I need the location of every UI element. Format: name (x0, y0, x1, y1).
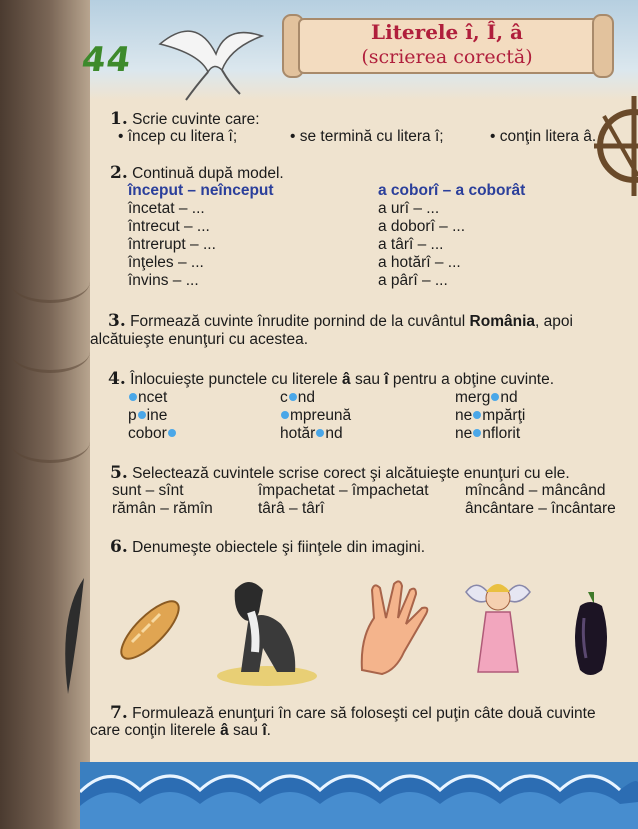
fill-word: ne mpărţi (455, 407, 526, 424)
angel-icon (458, 568, 538, 680)
exercise-7-text: care conţin literele (90, 722, 216, 739)
fill-word: hotăr nd (280, 425, 343, 442)
fill-word: p ine (128, 407, 168, 424)
exercise-3-line1 (108, 312, 573, 331)
word-pair: târâ – târî (258, 500, 325, 517)
exercise-1-bullet: • conţin litera â. (490, 128, 597, 145)
rope-decoration (10, 260, 90, 303)
ship-wheel-icon (590, 86, 638, 206)
exercise-1-instruction (110, 110, 260, 129)
exercise-7-letter: â (220, 722, 229, 739)
fill-word: merg nd (455, 389, 518, 406)
exercise-1-bullet: • încep cu litera î; (118, 128, 238, 145)
exercise-6-text: Denumeşte obiectele şi fiinţele din imagini. (132, 539, 425, 556)
blank-dot (289, 393, 297, 401)
exercise-1-bullet: • se termină cu litera î; (290, 128, 444, 145)
exercise-6-instruction (110, 538, 425, 557)
title-scroll (282, 12, 612, 76)
exercise-4-number: 4. (108, 369, 126, 389)
fill-word: ncet (128, 389, 167, 407)
exercise-2-item: înţeles – ... (128, 254, 204, 271)
waves-icon (80, 762, 638, 829)
exercise-2-text: Continuă după model. (132, 165, 284, 182)
exercise-2-model-right: a coborî – a coborât (378, 182, 526, 199)
page-subtitle: (scrierea corectă) (361, 46, 533, 68)
word-pair: mîncând – mâncând (465, 482, 606, 499)
exercise-2-item: a târî – ... (378, 236, 444, 253)
exercise-4-letter: î (384, 371, 389, 388)
fill-word: ne nflorit (455, 425, 521, 442)
exercise-7-line2 (90, 722, 271, 740)
exercise-2-item: încetat – ... (128, 200, 205, 217)
blank-dot (138, 411, 146, 419)
exercise-2-item: întrecut – ... (128, 218, 210, 235)
exercise-4-instruction (108, 370, 554, 389)
exercise-2-number: 2. (110, 163, 128, 183)
exercise-3-text-after: , apoi (535, 313, 573, 330)
sea-waves (80, 762, 638, 829)
hand-icon (352, 578, 438, 676)
exercise-3-line2: alcătuieşte enunţuri cu acestea. (90, 331, 308, 348)
exercise-1-number: 1. (110, 109, 128, 129)
exercise-2-item: învins – ... (128, 272, 199, 289)
fill-word: cobor (128, 425, 177, 443)
page-title: Literele î, Î, â (371, 20, 523, 44)
blank-dot (473, 429, 481, 437)
exercise-7-text: Formulează enunţuri în care să foloseşti cel puţin câte două cuvinte (132, 705, 596, 722)
exercise-3-number: 3. (108, 311, 126, 331)
exercise-4-letter: â (342, 371, 351, 388)
bread-icon (110, 590, 190, 670)
exercise-7-line1 (110, 704, 596, 723)
fill-word: mpreună (280, 407, 351, 425)
exercise-7-letter: î (262, 722, 267, 739)
exercise-2-item: a hotărî – ... (378, 254, 461, 271)
blank-dot (281, 411, 289, 419)
lesson-number: 44 (79, 40, 135, 80)
exercise-5-number: 5. (110, 463, 128, 483)
word-pair: împachetat – împachetat (258, 482, 429, 499)
exercise-2-item: a doborî – ... (378, 218, 466, 235)
exercise-4-text: Înlocuieşte punctele cu literele (130, 371, 338, 388)
exercise-2-item: a urî – ... (378, 200, 440, 217)
exercise-4-text: sau (354, 371, 380, 388)
fill-word: c nd (280, 389, 315, 406)
exercise-7-text: sau (233, 722, 259, 739)
left-decoration (0, 0, 90, 829)
exercise-2-model-left: început – neînceput (128, 182, 274, 199)
exercise-7-number: 7. (110, 703, 128, 723)
blank-dot (168, 429, 176, 437)
exercise-5-instruction (110, 464, 570, 483)
exercise-1-text: Scrie cuvinte care: (132, 111, 260, 128)
eggplant-icon (568, 588, 614, 680)
seagull-icon (156, 14, 266, 104)
exercise-3-keyword: România (469, 313, 536, 330)
exercise-3-text: Formează cuvinte înrudite pornind de la cuvântul (130, 313, 466, 330)
exercise-2-instruction (110, 164, 284, 183)
word-pair: sunt – sînt (112, 482, 184, 499)
exercise-7-end: . (266, 722, 271, 739)
exercise-2-item: a pârî – ... (378, 272, 448, 289)
rope-decoration (10, 330, 90, 373)
blank-dot (473, 411, 481, 419)
exercise-4-text: pentru a obţine cuvinte. (392, 371, 555, 388)
exercise-6-number: 6. (110, 537, 128, 557)
rope-decoration (10, 420, 90, 463)
blank-dot (129, 393, 137, 401)
blank-dot (316, 429, 324, 437)
exercise-2-item: întrerupt – ... (128, 236, 216, 253)
dog-icon (215, 572, 320, 687)
exercise-5-text: Selectează cuvintele scrise corect şi alcătuieşte enunţuri cu ele. (132, 465, 570, 482)
word-pair: âncântare – încântare (465, 500, 616, 517)
feather-icon (58, 576, 88, 696)
blank-dot (491, 393, 499, 401)
word-pair: rămân – rămîn (112, 500, 213, 517)
